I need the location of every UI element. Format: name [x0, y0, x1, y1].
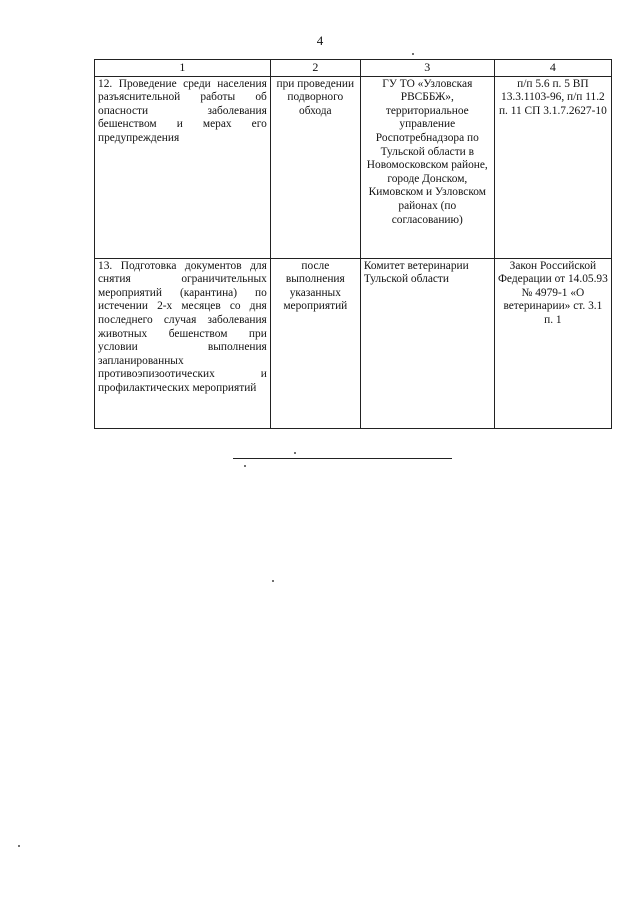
scan-speck: [294, 452, 296, 454]
separator-line: [233, 458, 452, 459]
page-number: 4: [316, 33, 324, 48]
measure-legal-basis: п/п 5.6 п. 5 ВП 13.3.1103-96, п/п 11.2 п. 11 СП 3.1.7.2627-10: [494, 76, 611, 258]
table-row: [95, 76, 612, 258]
measures-table: [94, 59, 612, 429]
measure-timing: при проведении подворного обхода: [270, 76, 360, 258]
header-row: [95, 60, 612, 77]
measure-responsible: ГУ ТО «Узловская РВСББЖ», территориальное управление Роспотребнадзора по Тульской области в Новомосковском районе, городе Донском, Кимовском и Узловском районах (по согласованию): [360, 76, 494, 258]
measure-description: 12. Проведение среди населения разъяснительной работы об опасности заболевания бешенством и мерах его предупреждения: [95, 76, 271, 258]
table-row: [95, 258, 612, 428]
measure-legal-basis: Закон Российской Федерации от 14.05.93 № 4979-1 «О ветеринарии» ст. 3.1 п. 1: [494, 258, 611, 428]
measure-responsible: Комитет ветеринарии Тульской области: [360, 258, 494, 428]
scan-speck: [272, 580, 274, 582]
header-col-1: 1: [95, 60, 271, 77]
measure-timing: после выполнения указанных мероприятий: [270, 258, 360, 428]
scan-speck: [244, 465, 246, 467]
header-col-3: 3: [360, 60, 494, 77]
header-col-2: 2: [270, 60, 360, 77]
scan-speck: [412, 53, 414, 55]
scan-speck: [18, 845, 20, 847]
measure-description: 13. Подготовка документов для снятия ограничительных мероприятий (карантина) по истечении 2-х месяцев со дня последнего случая заболевания животных бешенством при условии выполнения запланированных противоэпизоотических и профилактических мероприятий: [95, 258, 271, 428]
table-header: [95, 60, 612, 77]
header-col-4: 4: [494, 60, 611, 77]
